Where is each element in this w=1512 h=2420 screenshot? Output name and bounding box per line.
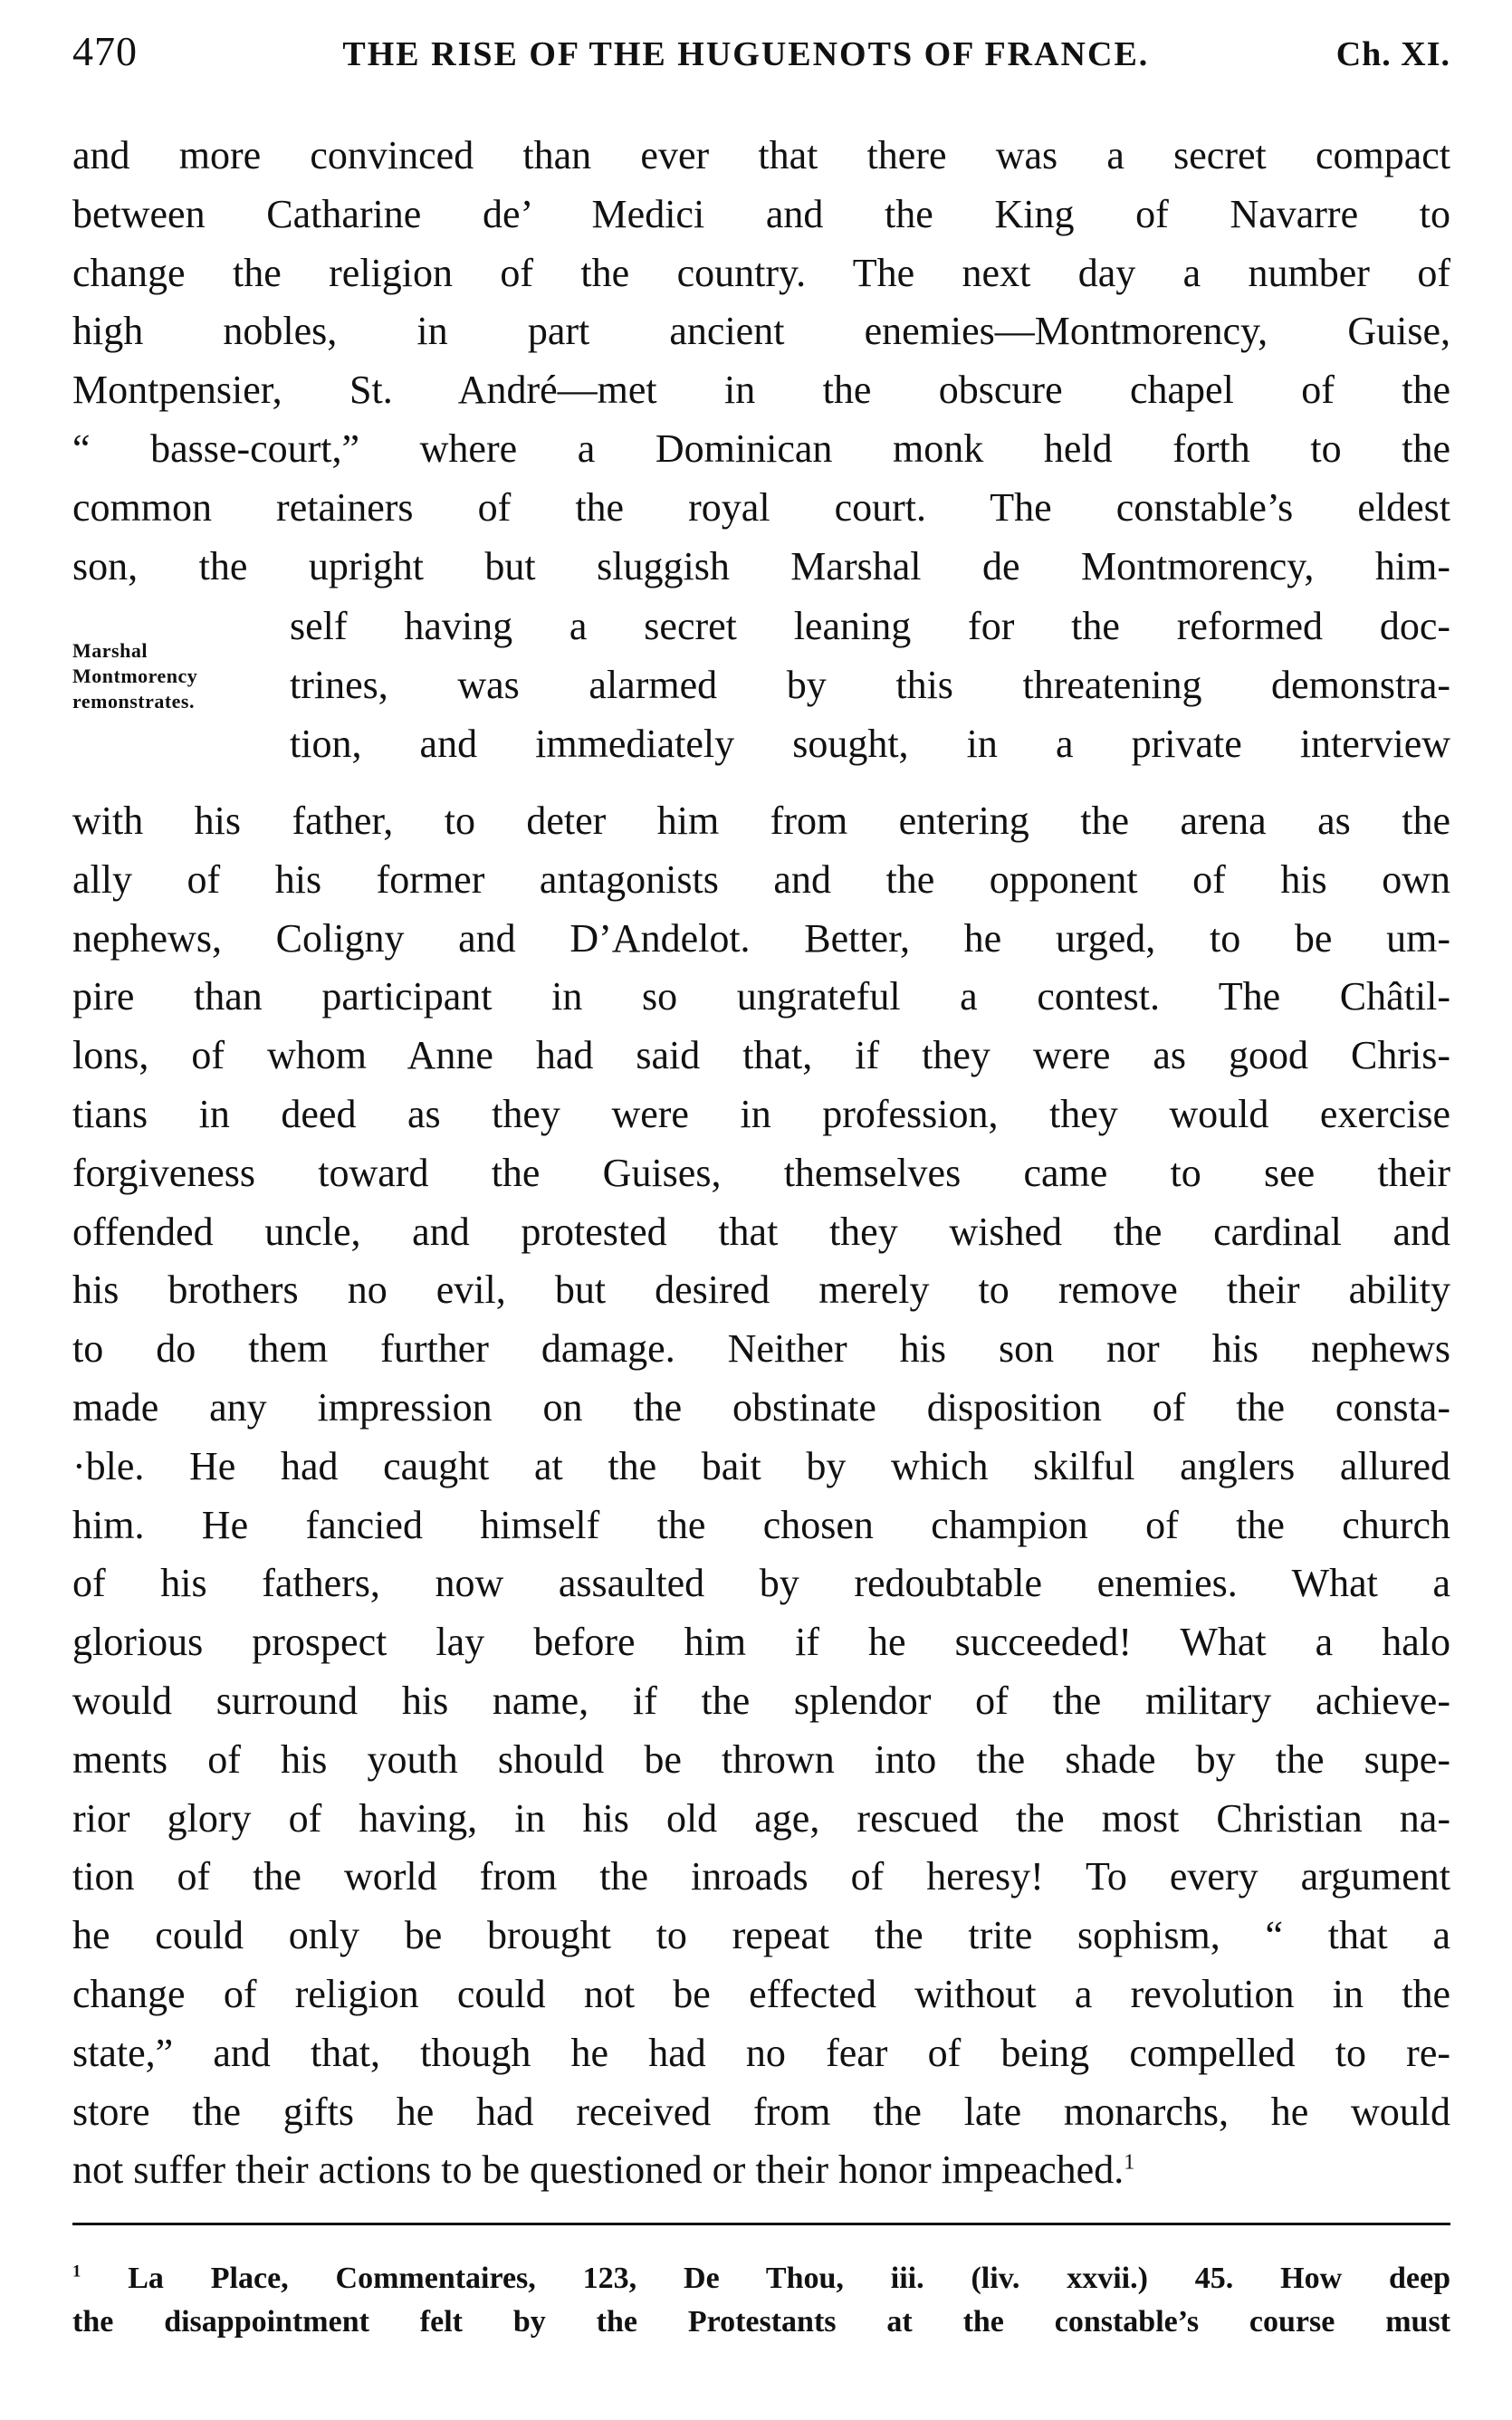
body-line: high nobles, in part ancient enemies—Montmorency, Guise, [72,309,1450,354]
chapter-reference: Ch. XI. [1335,35,1450,73]
body-line: would surround his name, if the splendor of the military achieve- [72,1678,1450,1723]
body-line: lons, of whom Anne had said that, if they were as good Chris- [72,1033,1450,1078]
marginal-note-line: remonstrates. [72,690,195,713]
footnote-divider [72,2223,1450,2225]
body-line: him. He fancied himself the chosen champion of the church [72,1502,1450,1547]
body-line: with his father, to deter him from entering the arena as the [72,799,1450,843]
body-line: trines, was alarmed by this threatening demonstra- [290,662,1450,707]
body-line: between Catharine de’ Medici and the King of Navarre to [72,191,1450,236]
body-line: tion of the world from the inroads of heresy! To every argument [72,1854,1450,1899]
body-line: tion, and immediately sought, in a private interview [290,721,1450,766]
body-line: ·ble. He had caught at the bait by which skilful anglers allured [72,1443,1450,1488]
body-line: change of religion could not be effected without a revolution in the [72,1971,1450,2016]
page-number: 470 [72,28,138,74]
marginal-note [72,638,272,714]
body-line: state,” and that, though he had no fear of being compelled to re- [72,2030,1450,2075]
footnote-line: the disappointment felt by the Protestants at the constable’s course must [72,2305,1450,2339]
body-line: made any impression on the obstinate disposition of the consta- [72,1384,1450,1430]
body-line: ally of his former antagonists and the opponent of his own [72,856,1450,902]
body-line-final [72,2141,1450,2200]
body-line: to do them further damage. Neither his son nor his nephews [72,1326,1450,1372]
body-line: nephews, Coligny and D’Andelot. Better, he urged, to be um- [72,915,1450,961]
marginal-note-line: Marshal [72,639,148,662]
body-line: Montpensier, St. André—met in the obscure chapel of the [72,368,1450,413]
running-title: THE RISE OF THE HUGUENOTS OF FRANCE. [342,35,1150,73]
body-paragraph-bottom [72,792,1450,2200]
running-head [72,27,1450,91]
body-line: glorious prospect lay before him if he succeeded! What a halo [72,1620,1450,1665]
footnote-line [72,2257,1450,2300]
body-line: son, the upright but sluggish Marshal de Montmorency, him- [72,543,1450,588]
marginal-note-line: Montmorency [72,665,198,687]
body-line: and more convinced than ever that there was a secret compact [72,133,1450,177]
body-paragraph-top [72,127,1450,596]
footnote-line-text: La Place, Commentaires, 123, De Thou, iii. (liv. xxvii.) 45. How deep [128,2262,1451,2295]
footnote-reference: 1 [1124,2149,1135,2175]
body-line: ments of his youth should be thrown into the shade by the supe- [72,1736,1450,1782]
body-line: change the religion of the country. The next day a number of [72,250,1450,295]
body-line: forgiveness toward the Guises, themselves came to see their [72,1150,1450,1195]
body-paragraph-indented [290,598,1450,773]
footnote [72,2257,1450,2344]
body-line: common retainers of the royal court. The constable’s eldest [72,484,1450,530]
body-line: “ basse-court,” where a Dominican monk held forth to the [72,426,1450,471]
body-line: his brothers no evil, but desired merely to remove their ability [72,1267,1450,1313]
body-line: of his fathers, now assaulted by redoubtable enemies. What a [72,1561,1450,1606]
body-line: store the gifts he had received from the late monarchs, he would [72,2089,1450,2134]
footnote-marker: 1 [72,2262,81,2281]
body-line: offended uncle, and protested that they wished the cardinal and [72,1209,1450,1254]
body-line: rior glory of having, in his old age, rescued the most Christian na- [72,1795,1450,1841]
body-line: he could only be brought to repeat the trite sophism, “ that a [72,1913,1450,1958]
body-line: self having a secret leaning for the reformed doc- [290,604,1450,648]
body-line: tians in deed as they were in profession, they would exercise [72,1091,1450,1136]
body-line-final-text: not suffer their actions to be questioned or their honor impeached. [72,2147,1124,2193]
body-line: pire than participant in so ungrateful a contest. The Châtil- [72,974,1450,1019]
